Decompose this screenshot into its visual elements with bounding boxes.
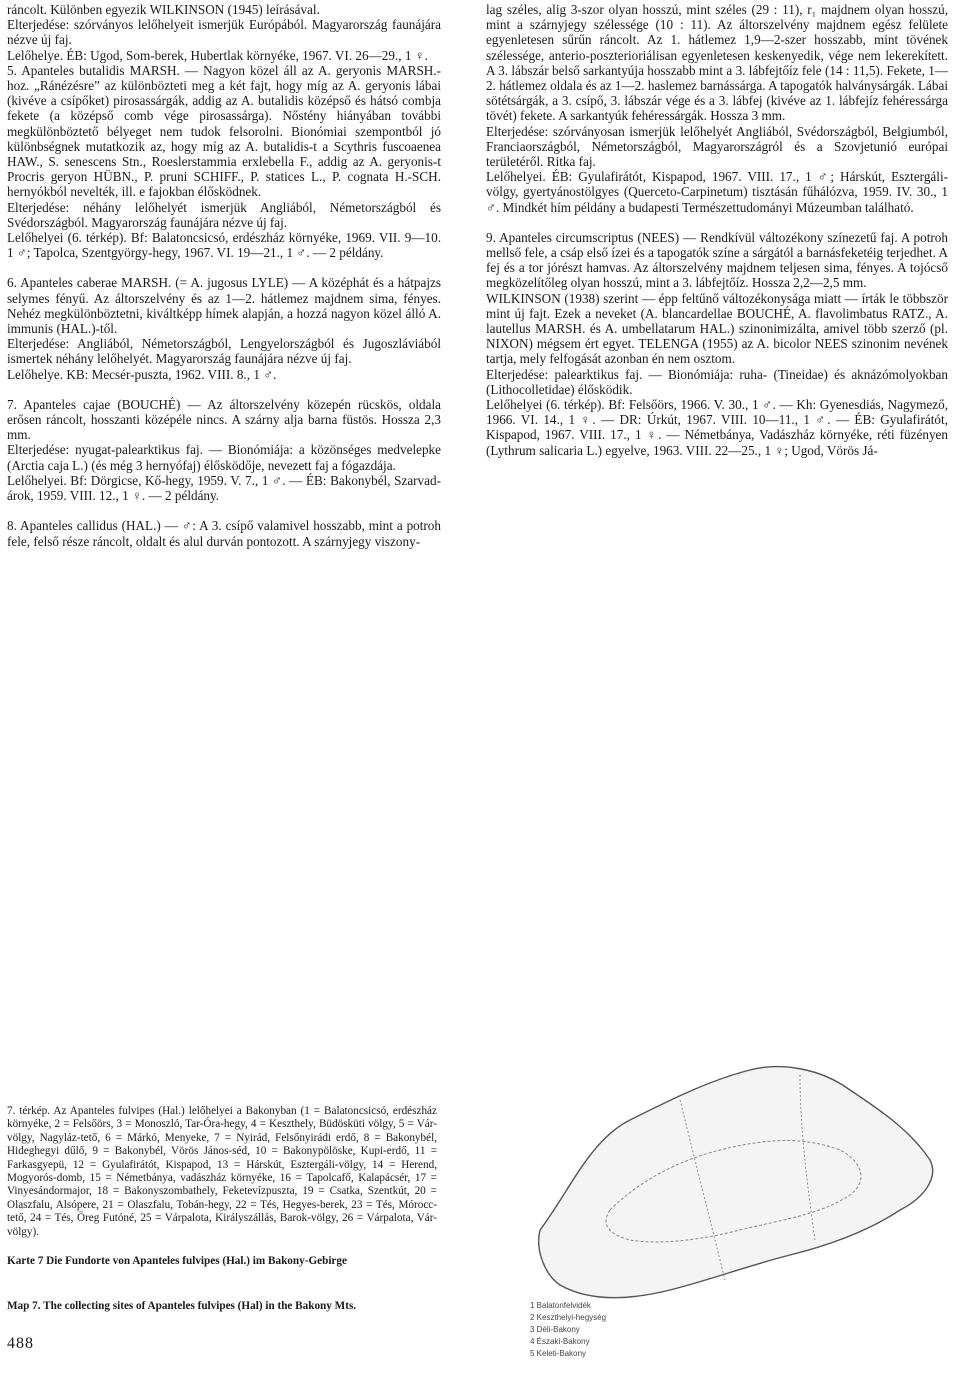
paragraph: Elterjedése: néhány lelőhelyét ismerjük Angliából, Németországból és Svédországból. Magyarország faunájára nézve új faj. (7, 199, 441, 230)
paragraph: 9. Apanteles circumscriptus (NEES) — Rendkívül változékony színezetű faj. A potroh mellső fele, a csáp első ízei és a tapogatók színe a sárgától a barnásfeketéig terjedhet. A fej és a tor jórészt hamvas. Az áltorszelvény majdnem teljesen sima, fényes. A tojócső megközelítőleg olyan hosszú, mint a 3. lábfejtőíz. Hossza 2,2—2,5 mm. (486, 229, 948, 291)
paragraph: 7. Apanteles cajae (BOUCHÉ) — Az áltorszelvény közepén rücskös, oldala erősen ráncolt, hosszanti középéle nincs. A szárny alja barna füstös. Hossza 2,3 mm. (7, 396, 441, 443)
paragraph: Elterjedése: palearktikus faj. — Bionómiája: ruha- (Tineidae) és aknázómolyokban (Lithocolletidae) élősködik. (486, 366, 948, 397)
paragraph: 6. Apanteles caberae MARSH. (= A. jugosus LYLE) — A középhát és a hátpajzs selymes fényű. Az áltorszelvény és az 1—2. hátlemez majdnem sima, fényes. Nehéz megkülönböztetni, kiváltképp hímek alapján, a hozzá nagyon közel álló A. immunis (HAL.)-től. (7, 275, 441, 337)
paragraph: Lelőhelyei (6. térkép). Bf: Felsőörs, 1966. V. 30., 1 ♂. — Kh: Gyenesdiás, Nagymező, 1966. VI. 14., 1 ♀. — DR: Úrkút, 1967. VIII. 10—11., 1 ♂. — ÉB: Gyulafirátót, Kispapod, 1967. VIII. 17., 1 ♀. — Németbánya, Vadászház környéke, réti füzényen (Lythrum salicaria L.) egyelve, 1963. VIII. 22—25., 1 ♀; Ugod, Vörös Já- (486, 397, 948, 458)
paragraph: WILKINSON (1938) szerint — épp feltűnő változékonysága miatt — írták le többször mint új fajt. Ezek a neveket (A. blancardellae BOUCHÉ, A. flavolimbatus RATZ., A. lautellus MARSH. és A. umbellatarum HAL.) szinonimizálta, amivel több szerző (pl. NIXON) mégsem ért egyet. TELENGA (1955) az A. bicolor NEES szinonim nevének tartja, mely felfogását azonban én nem osztom. (486, 290, 948, 367)
paragraph: Lelőhelyei. Bf: Dörgicse, Kő-hegy, 1959. V. 7., 1 ♂. — ÉB: Bakonybél, Szarvad-árok, 1959. VIII. 12., 1 ♀. — 2 példány. (7, 472, 441, 504)
paragraph: ráncolt. Különben egyezik WILKINSON (1945) leírásával. (7, 2, 320, 17)
paragraph: Lelőhelye. ÉB: Ugod, Som-berek, Hubertlak környéke, 1967. VI. 26—29., 1 ♀. (7, 47, 428, 63)
map-caption-english: Map 7. The collecting sites of Apanteles fulvipes (Hal) in the Bakony Mts. (7, 1300, 357, 1312)
paragraph: Lelőhelye. KB: Mecsér-puszta, 1962. VIII. 8., 1 ♂. (7, 366, 277, 382)
paragraph: Elterjedése: szórványosan ismerjük lelőhelyét Angliából, Svédországból, Belgiumból, Franciaországból, Németországból, Magyarországról és a Szovjetunió európai területéről. Ritka faj. (486, 123, 948, 170)
legend-item: 5 Keleti-Bakony (530, 1349, 587, 1358)
map-caption-hungarian: 7. térkép. Az Apanteles fulvipes (Hal.) lelőhelyei a Bakonyban (1 = Balatoncsicsó, erdészház környéke, 2 = Felsőörs, 3 = Monoszló, Tar-Óra-hegy, 4 = Keszthely, Büdösküti völgy, 5 = Vár-völgy, Nagyláz-tető, 6 = Márkó, Menyeke, 7 = Nyirád, Felsőnyirádi erdő, 8 = Bakonybél, Hideghegyi dűlő, 9 = Bakonybél, Vörös János-séd, 10 = Bakonypölöske, Kupi-erdő, 11 = Farkasgyepü, 12 = Gyulafirátót, Kispapod, 13 = Hárskút, Esztergáli-völgy, 14 = Herend, Mogyorós-domb, 15 = Németbánya, vadászház környéke, 16 = Tapolcafő, Kalapácsér, 17 = Vinyesándormajor, 18 = Bakonyszombathely, Feketevízpuszta, 19 = Csatka, Szentkút, 20 = Olaszfalu, Alsópere, 21 = Olaszfalu, Tobán-hegy, 22 = Tés, Hegyes-berek, 23 = Tés, Mórocc-tető, 24 = Tés, Öreg Futóné, 25 = Várpalota, Királyszállás, Barok-völgy, 26 = Várpalota, Vár-völgy). (7, 1105, 437, 1238)
paragraph: Lelőhelyei (6. térkép). Bf: Balatoncsicsó, erdészház környéke, 1969. VII. 9—10. 1 ♂; Tapolca, Szentgyörgy-hegy, 1967. VI. 19—21., 1 ♂. — 2 példány. (7, 230, 441, 261)
paragraph: Elterjedése: szórványos lelőhelyeit ismerjük Európából. Magyarország faunájára nézve új faj. (7, 17, 441, 48)
left-column-text (7, 2, 441, 549)
paragraph: 5. Apanteles butalidis MARSH. — Nagyon közel áll az A. geryonis MARSH.-hoz. „Ránézésre” az különbözteti meg a két fajt, hogy míg az A. geryonis lábai (kivéve a csípőket) pirosassárgák, addig az A. butalidis középső és hátsó combja fekete (a középső comb vége pirosassárga). Nőstény hiányában további megkülönböztető bélyeget nem tudok felsorolni. Bionómiai szempontból jó különbségnek mutatkozik az, hogy míg az A. butalidis-t a Scythris fuscoaenea HAW., S. senescens Stn., Roeslerstammia erxlebella F., addig az A. geryonis-t Procris geryon HÜBN., P. pruni SCHIFF., P. statices L., P. cognata H.-SCH. hernyókból nevelték, ill. e fajokban élősködnek. (7, 62, 441, 200)
paragraph: Lelőhelyei. ÉB: Gyulafirátót, Kispapod, 1967. VIII. 17., 1 ♂; Hárskút, Esztergáli-völgy, gyertyánostölgyes (Querceto-Carpinetum) tisztásán fűhálózva, 1959. IV. 30., 1 ♂. Mindkét hím példány a budapesti Természettudományi Múzeumban található. (486, 169, 948, 215)
paragraph: lag széles, alig 3-szor olyan hosszú, mint széles (29 : 11), r₁ majdnem olyan hosszú, mint a szárnyjegy szélessége (10 : 11). Az áltorszelvény majdnem egész felülete egyenletesen sűrűn ráncolt. Az 1. hátlemez 1,9—2-szer hosszabb, mint tövének szélessége, anterio-poszterioriálisan egyenletesen keskenyedik, vége nem lekerekített. A 3. lábszár belső sarkantyúja hosszabb mint a 3. lábfejtőíz fele (14 : 11,5). Fekete, 1—2. hátlemez oldala és az 1—2. haslemez barnássárga. A tapogatók halványsárgák. Lábai sötétsárgák, a 3. csípő, 3. lábszár vége és a 3. lábfej (kivéve az 1. lábfejíz fehéressárga tövét) fekete. A sarkantyúk fehéressárgák. Hossza 3 mm. (486, 2, 949, 124)
legend-item: 3 Déli-Bakony (530, 1325, 580, 1334)
map-legend (530, 1301, 606, 1358)
paragraph: 8. Apanteles callidus (HAL.) — ♂: A 3. csípő valamivel hosszabb, mint a potroh fele, felső része ráncolt, oldalt és alul durván pontozott. A szárnyjegy viszony- (7, 518, 441, 549)
region-outline (539, 1067, 933, 1298)
right-column-text (486, 2, 948, 458)
legend-item: 2 Keszthelyi-hegység (530, 1313, 607, 1322)
bakony-map (500, 1040, 955, 1365)
paragraph: Elterjedése: nyugat-palearktikus faj. — Bionómiája: a közönséges medvelepke (Arctia caja L.) (és még 3 hernyófaj) élősködője, nevezett faj a fógazdája. (7, 442, 441, 473)
page-number: 488 (7, 1335, 34, 1352)
legend-item: 4 Északi-Bakony (530, 1337, 590, 1346)
map-caption-german: Karte 7 Die Fundorte von Apanteles fulvipes (Hal.) im Bakony-Gebirge (7, 1255, 347, 1267)
paragraph: Elterjedése: Angliából, Németországból, Lengyelországból és Jugoszláviából ismertek néhány lelőhelyét. Magyarország faunájára nézve új faj. (7, 336, 441, 367)
legend-item: 1 Balatonfelvidék (530, 1301, 591, 1310)
bakony-map-figure (500, 1040, 955, 1365)
